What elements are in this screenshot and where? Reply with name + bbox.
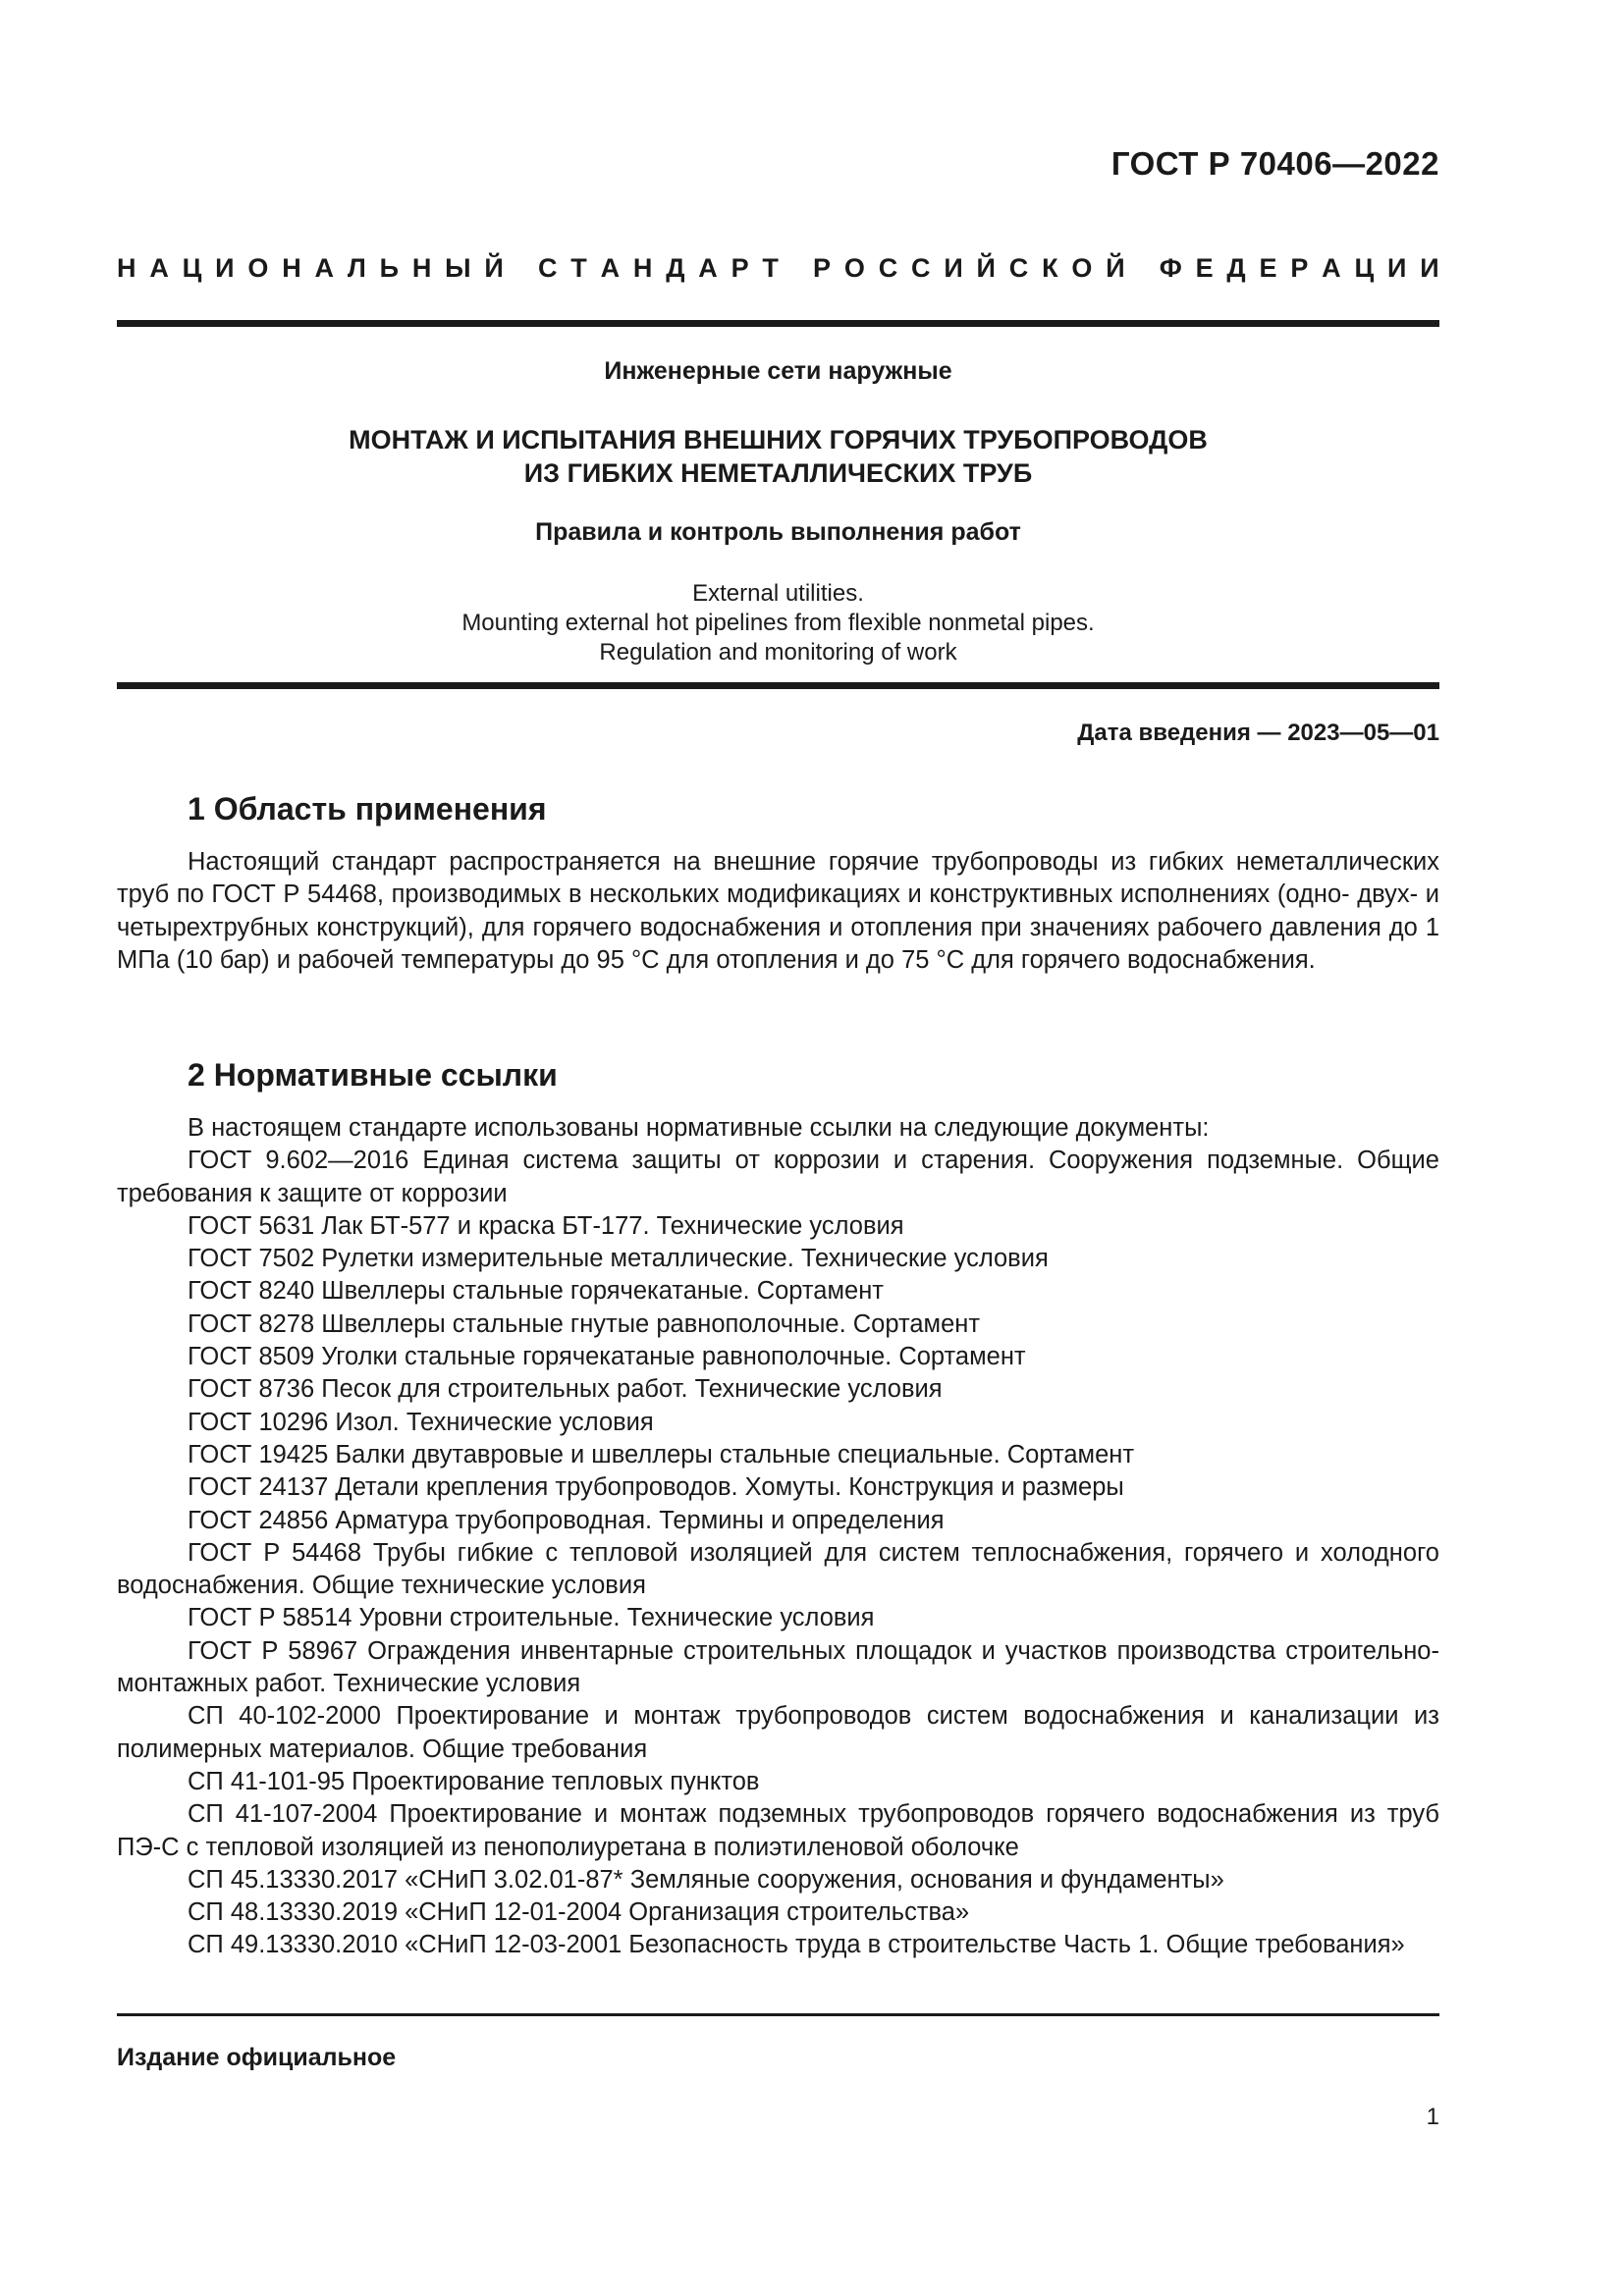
banner-letter: С bbox=[1008, 253, 1029, 283]
banner-letter: И bbox=[1420, 253, 1439, 283]
document-page bbox=[117, 0, 1439, 2296]
banner-letter: А bbox=[698, 253, 718, 283]
reference-item: ГОСТ 24137 Детали крепления трубопроводов. Хомуты. Конструкция и размеры bbox=[188, 1473, 1124, 1502]
header-rule bbox=[117, 320, 1439, 327]
reference-item: ГОСТ 7502 Рулетки измерительные металлические. Технические условия bbox=[188, 1245, 1049, 1273]
reference-item: ГОСТ 9.602—2016 Единая система защиты от коррозии и старения. Сооружения подземные. Общие требования к защите от коррозии bbox=[117, 1147, 1439, 1207]
banner-letter: И bbox=[1387, 253, 1407, 283]
reference-item: ГОСТ 8736 Песок для строительных работ. Технические условия bbox=[188, 1375, 943, 1404]
reference-item: ГОСТ Р 54468 Трубы гибкие с тепловой изоляцией для систем теплоснабжения, горячего и холодного водоснабжения. Общие технические условия bbox=[117, 1538, 1439, 1600]
banner-letter bbox=[792, 253, 800, 284]
banner-letter: А bbox=[149, 253, 169, 283]
banner-letter: Е bbox=[1195, 253, 1214, 283]
banner-letter: Р bbox=[813, 253, 832, 283]
reference-item: СП 45.13330.2017 «СНиП 3.02.01-87* Земляные сооружения, основания и фундаменты» bbox=[188, 1865, 1224, 1894]
reference-item: ГОСТ 19425 Балки двутавровые и швеллеры стальные специальные. Сортамент bbox=[188, 1440, 1135, 1468]
banner-letter: Д bbox=[666, 253, 685, 283]
english-title bbox=[117, 579, 1439, 667]
banner-letter: Й bbox=[976, 253, 996, 283]
reference-item: ГОСТ Р 58967 Ограждения инвентарные строительных площадок и участков производства строительно-монтажных работ. Технические условия bbox=[117, 1636, 1439, 1698]
banner-letter bbox=[517, 253, 525, 284]
reference-item: СП 40-102-2000 Проектирование и монтаж трубопроводов систем водоснабжения и канализации из полимерных материалов. Общие требования bbox=[117, 1702, 1439, 1763]
banner-letter: А bbox=[314, 253, 335, 283]
document-title bbox=[117, 423, 1439, 490]
english-title-line-3: Regulation and monitoring of work bbox=[599, 639, 957, 666]
reference-item: ГОСТ 24856 Арматура трубопроводная. Термины и определения bbox=[188, 1506, 945, 1534]
section-1-heading: 1 Область применения bbox=[188, 791, 547, 827]
document-number: ГОСТ Р 70406—2022 bbox=[1110, 145, 1439, 182]
english-title-line-2: Mounting external hot pipelines from flexible nonmetal pipes. bbox=[461, 610, 1095, 636]
banner-letter: О bbox=[1071, 253, 1093, 283]
page-number: 1 bbox=[1426, 2104, 1439, 2130]
reference-item: ГОСТ Р 58514 Уровни строительные. Технические условия bbox=[188, 1604, 875, 1632]
banner-letter: Ф bbox=[1159, 253, 1182, 283]
banner-letter: О bbox=[247, 253, 269, 283]
section-1-body bbox=[117, 846, 1439, 977]
section-1-paragraph: Настоящий стандарт распространяется на внешние горячие трубопроводы из гибких неметаллических труб по ГОСТ Р 54468, производимых в нескольких модификациях и конструктивных исполнениях (одно- двух- и четырехтрубных конструкций), для горячего водоснабжения и отопления при значениях рабочего давления до 1 МПа (10 бар) и рабочей температуры до 95 °С для отопления и до 75 °С для горячего водоснабжения. bbox=[117, 848, 1439, 974]
banner-letter: Л bbox=[347, 253, 366, 283]
document-subtitle: Правила и контроль выполнения работ bbox=[535, 518, 1021, 546]
banner-letter: Р bbox=[731, 253, 749, 283]
standard-banner bbox=[117, 253, 1439, 284]
banner-letter: Р bbox=[1290, 253, 1309, 283]
banner-letter: К bbox=[1042, 253, 1058, 283]
reference-item: ГОСТ 5631 Лак БТ-577 и краска БТ-177. Технические условия bbox=[188, 1211, 904, 1240]
footer-rule bbox=[117, 2013, 1439, 2016]
reference-item: ГОСТ 8509 Уголки стальные горячекатаные равнополочные. Сортамент bbox=[188, 1343, 1026, 1371]
banner-letter: С bbox=[537, 253, 558, 283]
banner-letter: Ы bbox=[445, 253, 471, 283]
banner-letter: Й bbox=[484, 253, 504, 283]
banner-letter: Ь bbox=[379, 253, 400, 283]
introduction-date: Дата введения — 2023—05—01 bbox=[1077, 720, 1439, 746]
section-2-intro: В настоящем стандарте использованы нормативные ссылки на следующие документы: bbox=[188, 1114, 1210, 1142]
reference-item: СП 49.13330.2010 «СНиП 12-03-2001 Безопасность труда в строительстве Часть 1. Общие требования» bbox=[188, 1931, 1405, 1959]
banner-letter: Д bbox=[1226, 253, 1246, 283]
banner-letter: А bbox=[1322, 253, 1341, 283]
official-edition-label: Издание официальное bbox=[117, 2044, 397, 2071]
reference-item: ГОСТ 10296 Изол. Технические условия bbox=[188, 1408, 654, 1436]
reference-item: ГОСТ 8278 Швеллеры стальные гнутые равнополочные. Сортамент bbox=[188, 1309, 981, 1338]
banner-letter: А bbox=[600, 253, 621, 283]
reference-item: СП 48.13330.2019 «СНиП 12-01-2004 Организация строительства» bbox=[188, 1898, 970, 1927]
section-2-body bbox=[117, 1112, 1439, 1962]
document-subject: Инженерные сети наружные bbox=[604, 357, 952, 385]
banner-letter: Н bbox=[117, 253, 136, 283]
title-line-2: ИЗ ГИБКИХ НЕМЕТАЛЛИЧЕСКИХ ТРУБ bbox=[523, 458, 1033, 488]
banner-letter: Й bbox=[1106, 253, 1125, 283]
english-title-line-1: External utilities. bbox=[692, 580, 864, 607]
banner-letter: И bbox=[215, 253, 235, 283]
banner-letter: И bbox=[944, 253, 963, 283]
banner-letter: Н bbox=[282, 253, 301, 283]
reference-item: СП 41-101-95 Проектирование тепловых пунктов bbox=[188, 1767, 760, 1795]
banner-letter bbox=[1138, 253, 1146, 284]
banner-letter: Ц bbox=[1354, 253, 1375, 283]
banner-letter: С bbox=[911, 253, 931, 283]
banner-letter: Е bbox=[1259, 253, 1277, 283]
reference-item: СП 41-107-2004 Проектирование и монтаж подземных трубопроводов горячего водоснабжения из труб ПЭ-С с тепловой изоляцией из пенополиуретана в полиэтиленовой оболочке bbox=[117, 1800, 1439, 1861]
reference-list bbox=[117, 1145, 1439, 1961]
title-rule bbox=[117, 682, 1439, 689]
banner-letter: Т bbox=[570, 253, 587, 283]
banner-letter: Н bbox=[632, 253, 653, 283]
section-2-heading: 2 Нормативные ссылки bbox=[188, 1057, 558, 1093]
banner-letter: С bbox=[878, 253, 898, 283]
title-line-1: МОНТАЖ И ИСПЫТАНИЯ ВНЕШНИХ ГОРЯЧИХ ТРУБОПРОВОДОВ bbox=[349, 425, 1208, 454]
banner-letter: О bbox=[843, 253, 865, 283]
banner-letter: Ц bbox=[182, 253, 202, 283]
banner-letter: Н bbox=[411, 253, 432, 283]
reference-item: ГОСТ 8240 Швеллеры стальные горячекатаные. Сортамент bbox=[188, 1277, 884, 1306]
banner-letter: Т bbox=[762, 253, 779, 283]
